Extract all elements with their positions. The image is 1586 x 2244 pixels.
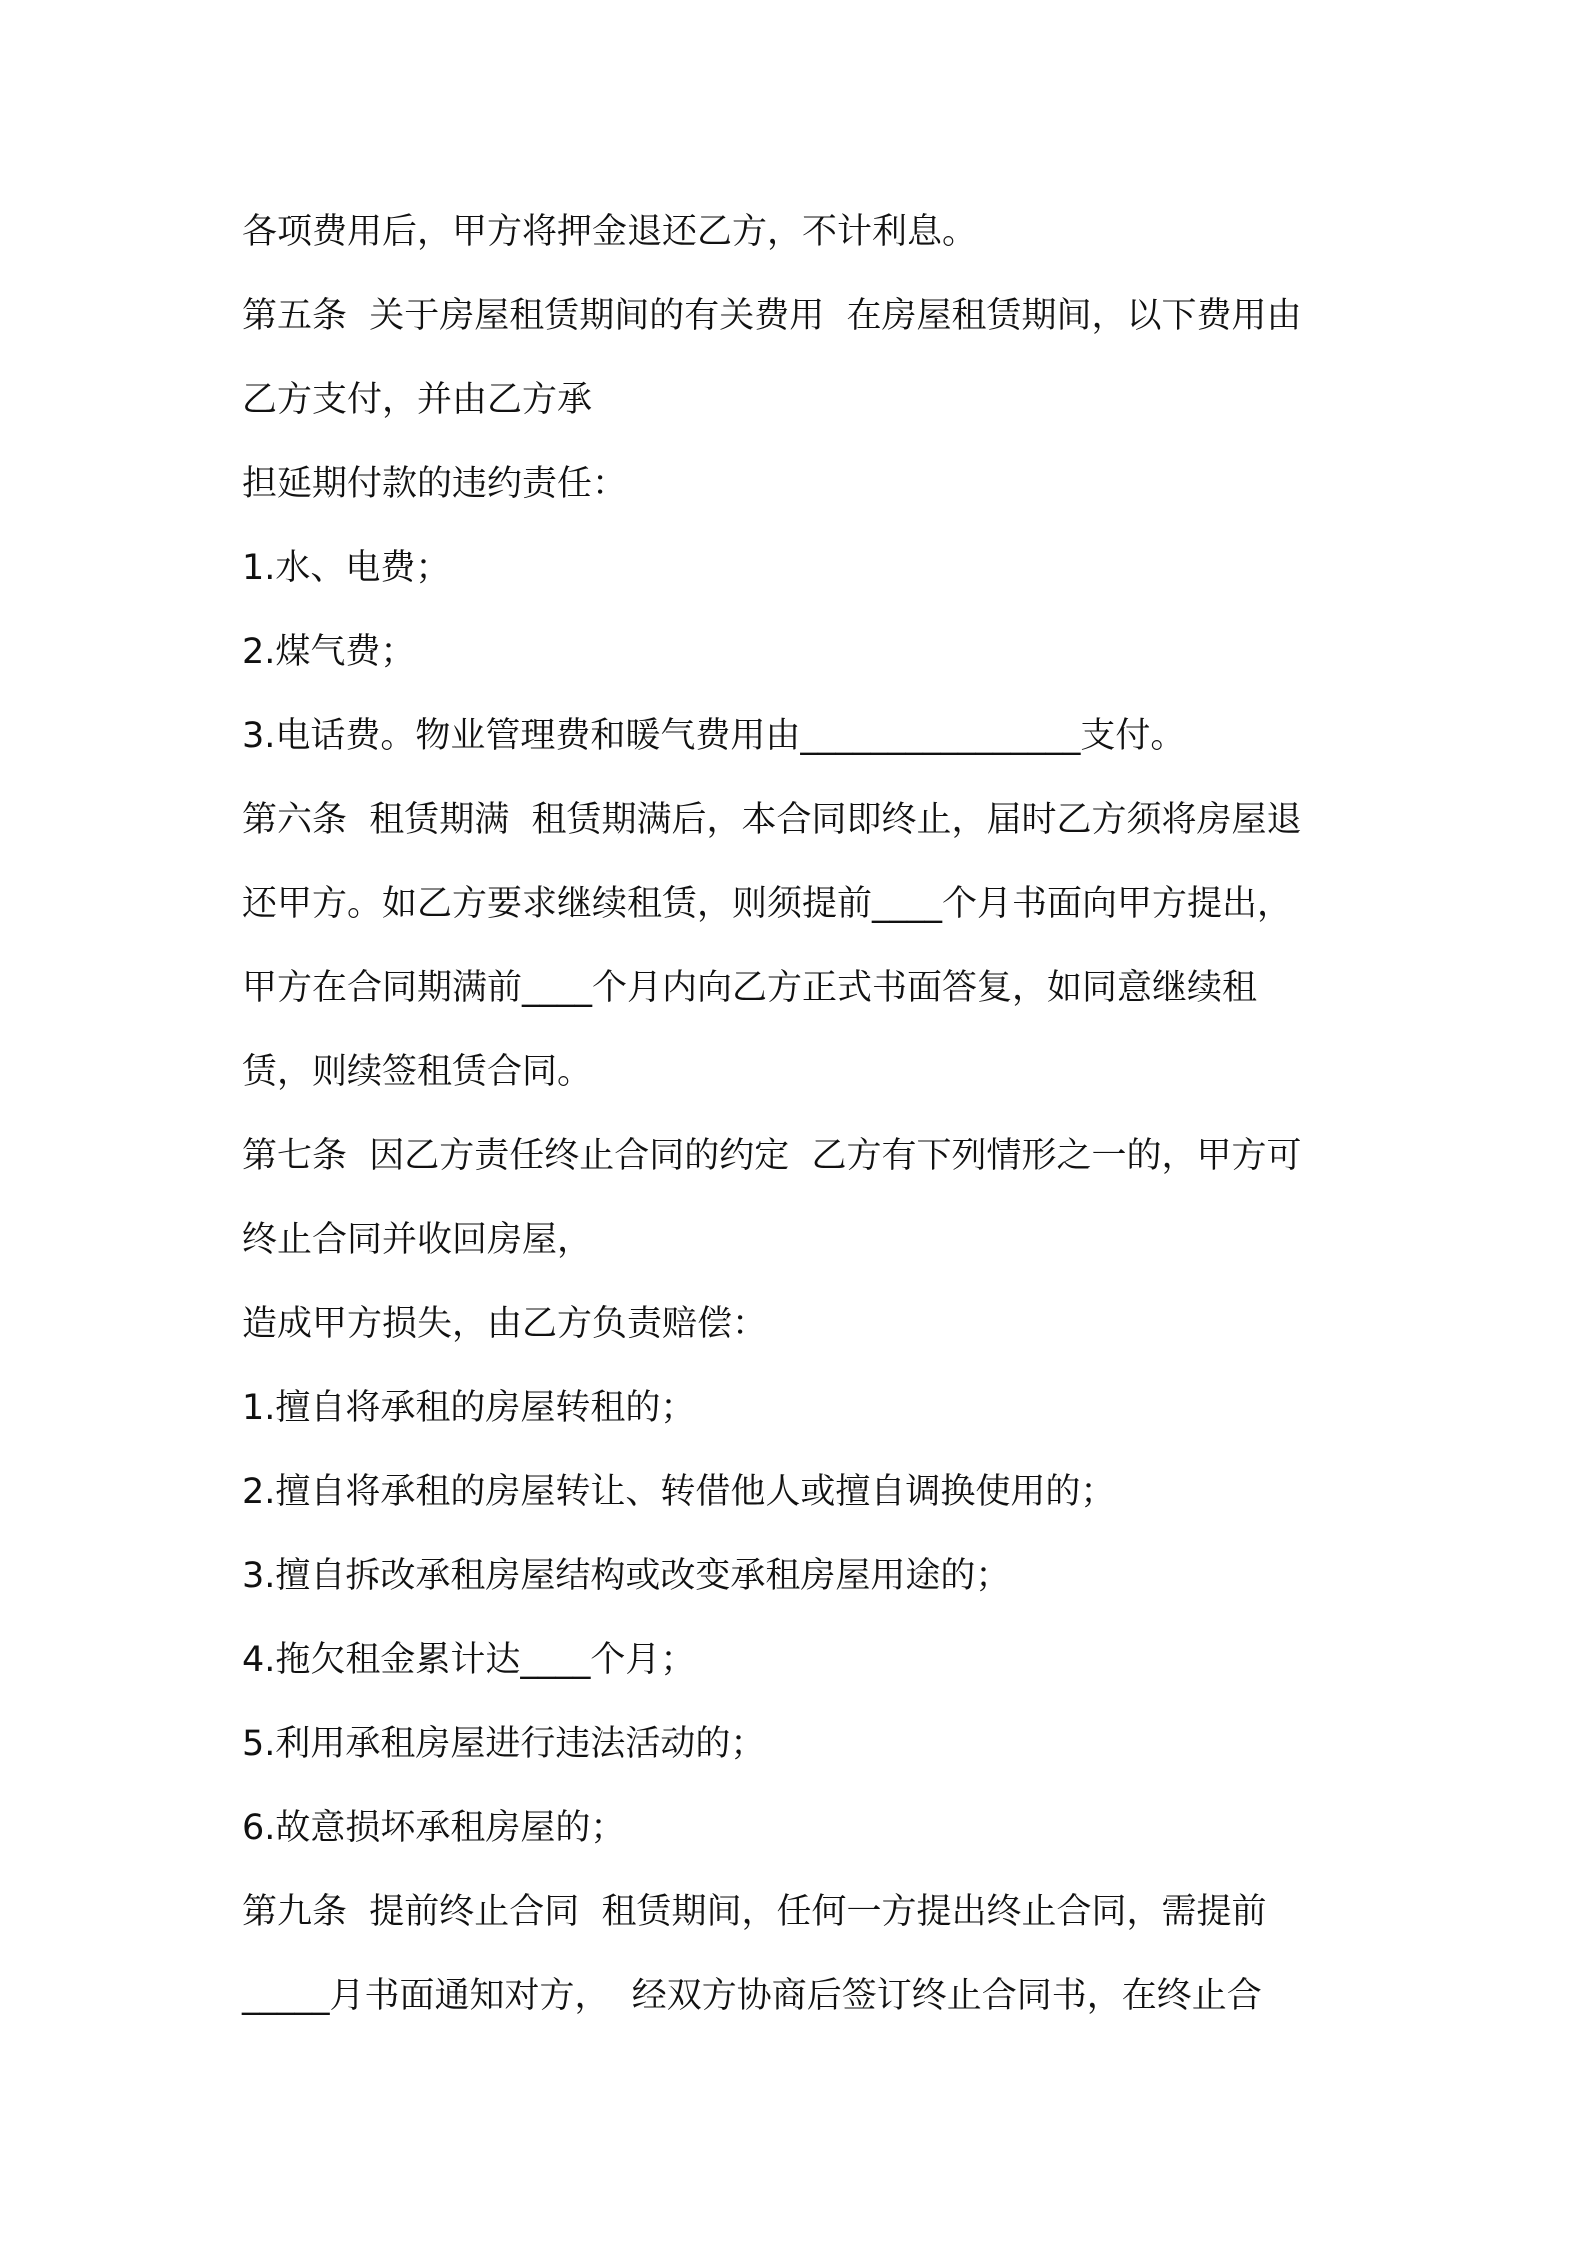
text-line: _____月书面通知对方， 经双方协商后签订终止合同书，在终止合: [242, 1976, 1262, 2016]
text-line: 造成甲方损失，由乙方负责赔偿：: [242, 1304, 768, 1344]
text-line: 第六条 租赁期满 租赁期满后，本合同即终止，届时乙方须将房屋退: [242, 800, 1302, 840]
text-line: 4.拖欠租金累计达____个月；: [242, 1640, 696, 1680]
text-line: 第五条 关于房屋租赁期间的有关费用 在房屋租赁期间，以下费用由: [242, 296, 1302, 336]
text-line: 6.故意损坏承租房屋的；: [242, 1808, 626, 1848]
text-line: 3.电话费。物业管理费和暖气费用由________________支付。: [242, 716, 1186, 756]
text-line: 1.水、电费；: [242, 548, 451, 588]
text-line: 2.煤气费；: [242, 632, 416, 672]
text-line: 第九条 提前终止合同 租赁期间，任何一方提出终止合同，需提前: [242, 1892, 1267, 1932]
text-line: 赁，则续签租赁合同。: [242, 1052, 593, 1092]
text-line: 2.擅自将承租的房屋转让、转借他人或擅自调换使用的；: [242, 1472, 1116, 1512]
text-line: 乙方支付，并由乙方承: [242, 380, 593, 420]
text-line: 1.擅自将承租的房屋转租的；: [242, 1388, 696, 1428]
text-line: 第七条 因乙方责任终止合同的约定 乙方有下列情形之一的，甲方可: [242, 1136, 1302, 1176]
text-line: 3.擅自拆改承租房屋结构或改变承租房屋用途的；: [242, 1556, 1011, 1596]
text-line: 甲方在合同期满前____个月内向乙方正式书面答复，如同意继续租: [242, 968, 1258, 1008]
text-line: 还甲方。如乙方要求继续租赁，则须提前____个月书面向甲方提出，: [242, 884, 1293, 924]
text-line: 终止合同并收回房屋，: [242, 1220, 593, 1260]
text-line: 5.利用承租房屋进行违法活动的；: [242, 1724, 766, 1764]
contract-text-body: [242, 200, 1362, 2048]
text-line: 各项费用后，甲方将押金退还乙方，不计利息。: [242, 212, 978, 252]
text-line: 担延期付款的违约责任：: [242, 464, 628, 504]
